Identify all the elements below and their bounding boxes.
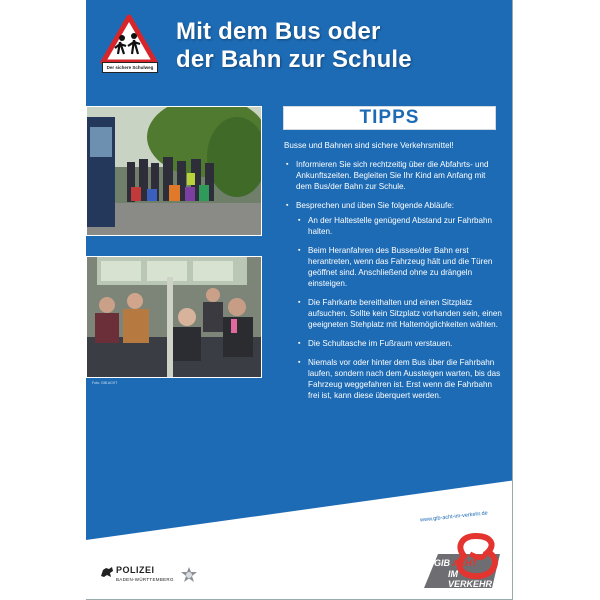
sign-label: Der sichere Schulweg [102,62,158,73]
tips-content [284,140,502,409]
website-link[interactable]: www.gib-acht-im-verkehr.de [419,510,488,524]
gib-word: GIB [434,558,451,568]
acht-word: ACHT [452,558,478,568]
polizei-sublabel: BADEN-WÜRTTEMBERG [116,577,174,582]
polizei-logo [100,565,190,589]
lion-icon [100,566,114,578]
title-line-2: der Bahn zur Schule [176,46,412,73]
list-item-text: Besprechen und üben Sie folgende Abläufe: [296,201,454,210]
tips-list [284,159,502,401]
im-verkehr-label: IM VERKEHR [448,569,493,589]
tips-sublist [296,215,502,401]
gib-acht-logo [404,532,504,594]
photo-caption: Foto: GIB ACHT [92,381,118,385]
page-title [176,18,496,74]
title-line-1: Mit dem Bus oder [176,18,381,45]
tips-heading: TIPPS [283,106,496,130]
sub-list-item: ▪ An der Haltestelle genügend Abstand zur Fahrbahn halten. [296,215,502,237]
sub-list-item: ▪ Die Schultasche im Fußraum verstauen. [296,338,502,349]
sub-list-item: ▪ Die Fahrkarte bereithalten und einen Sitzplatz aufsuchen. Sollte kein Sitzplatz vorhanden sein, einen geeigneten Stehplatz mit Haltemöglichkeiten wählen. [296,297,502,330]
sub-list-item: ▪ Niemals vor oder hinter dem Bus über die Fahrbahn laufen, sondern nach dem Aussteigen warten, bis das Fahrzeug weggefahren ist. Erst wenn die Fahrbahn frei ist, kann diese überquert werden. [296,357,502,401]
sub-list-item: ▪ Beim Heranfahren des Busses/der Bahn erst herantreten, wenn das Fahrzeug hält und die Türen geöffnet sind. Anschließend ohne zu drängeln einsteigen. [296,245,502,289]
police-star-icon [180,566,198,584]
photo-inside-bus [86,256,262,378]
list-item [284,200,502,401]
list-item: ▪ Informieren Sie sich rechtzeitig über die Abfahrts- und Ankunftszeiten. Begleiten Sie Ihr Kind am Anfang mit dem Bus/der Bahn zur Schule. [284,159,502,192]
tips-intro: Busse und Bahnen sind sichere Verkehrsmittel! [284,141,454,150]
gib-acht-label [434,558,477,568]
polizei-label: POLIZEI [116,565,155,575]
flyer-page [86,0,513,600]
photo-bus-stop [86,106,262,236]
